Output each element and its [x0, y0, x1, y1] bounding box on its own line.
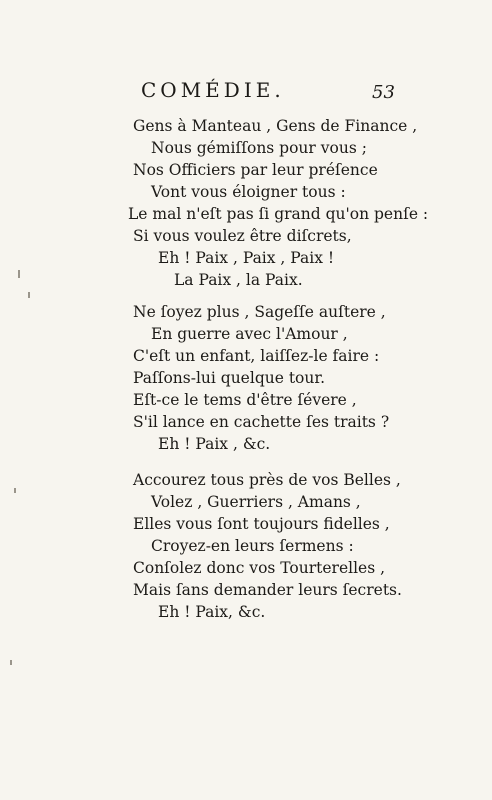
verse-line: Eh ! Paix , Paix , Paix ! — [158, 249, 335, 267]
gutter-mark — [14, 488, 16, 493]
verse-line: Vont vous éloigner tous : — [151, 183, 346, 201]
verse-line: S'il lance en cachette ſes traits ? — [133, 413, 390, 431]
verse-line: Gens à Manteau , Gens de Finance , — [133, 117, 418, 135]
verse-line: Accourez tous près de vos Belles , — [133, 471, 401, 489]
verse-line: Si vous voulez être diſcrets, — [133, 227, 352, 245]
verse-line: Eſt-ce le tems d'être ſévere , — [133, 391, 357, 409]
page-header — [0, 78, 492, 108]
gutter-mark — [10, 660, 12, 665]
verse-line: Elles vous ſont toujours fidelles , — [133, 515, 390, 533]
verse-line: En guerre avec l'Amour , — [151, 325, 348, 343]
verse-line: Croyez-en leurs ſermens : — [151, 537, 354, 555]
verse-line: Eh ! Paix , &c. — [158, 435, 271, 453]
verse-line: C'eſt un enfant, laiſſez-le faire : — [133, 347, 380, 365]
verse-line: Mais ſans demander leurs ſecrets. — [133, 581, 402, 599]
verse-line: Paſſons-lui quelque tour. — [133, 369, 325, 387]
verse-line: Ne ſoyez plus , Sageſſe auſtere , — [133, 303, 386, 321]
running-title: COMÉDIE. — [141, 78, 285, 102]
verse-line: Le mal n'eſt pas ſi grand qu'on penſe : — [128, 205, 429, 223]
verse-line: Volez , Guerriers , Amans , — [151, 493, 361, 511]
verse-line: La Paix , la Paix. — [174, 271, 303, 289]
gutter-mark — [28, 292, 30, 298]
verse-line: Nos Officiers par leur préſence — [133, 161, 378, 179]
verse-line: Nous gémiſſons pour vous ; — [151, 139, 367, 157]
verse-line: Eh ! Paix, &c. — [158, 603, 266, 621]
verse-line: Conſolez donc vos Tourterelles , — [133, 559, 386, 577]
page-number: 53 — [372, 82, 395, 103]
gutter-mark — [18, 270, 20, 278]
